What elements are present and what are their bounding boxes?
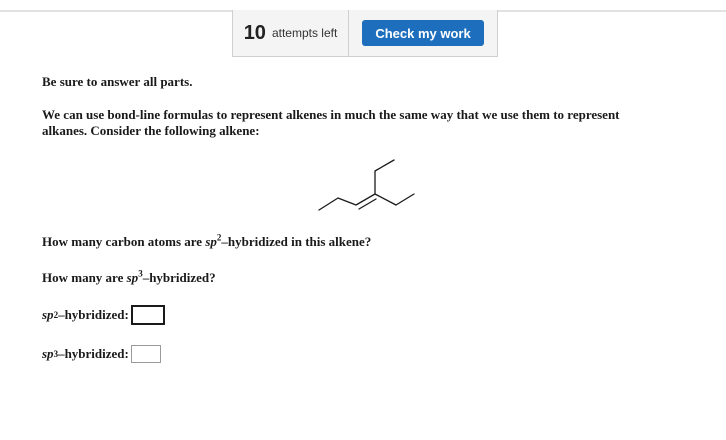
sp2-field-sp: sp [42, 307, 54, 322]
q2-sp: sp [126, 270, 139, 285]
alkene-bond-line-structure [318, 158, 416, 214]
assignment-toolbar [232, 10, 498, 57]
attempts-indicator [233, 10, 349, 56]
attempts-label: attempts left [271, 26, 338, 40]
sp3-field-label: –hybridized: [58, 346, 129, 361]
question-sp3 [42, 270, 216, 286]
double-bond-line [359, 199, 376, 209]
carbon-chain-bond [375, 194, 396, 205]
q1-suffix: –hybridized in this alkene? [221, 234, 372, 249]
carbon-chain-bonds [319, 160, 394, 210]
q2-prefix: How many are [42, 270, 127, 285]
q1-prefix: How many carbon atoms are [42, 234, 206, 249]
sp2-field-label: –hybridized: [58, 307, 129, 322]
question-prompt: We can use bond-line formulas to represent alkenes in much the same way that we use them to represent alkanes. Consider the following alkene: [42, 107, 620, 138]
attempts-count: 10 [243, 21, 266, 44]
q2-suffix: –hybridized? [142, 270, 216, 285]
q1-sp: sp [205, 234, 217, 249]
sp3-field-row: sp 3 –hybridized: [42, 345, 161, 363]
sp2-field-row: sp 2 –hybridized: [42, 305, 165, 325]
sp2-answer-input[interactable] [131, 305, 165, 325]
sp3-answer-input[interactable] [131, 345, 161, 363]
check-button-wrap [349, 10, 497, 56]
q2-sup: 3 [138, 268, 143, 279]
question-sp2 [42, 234, 371, 250]
sp3-field-sp: sp [42, 346, 54, 361]
check-my-work-button[interactable]: Check my work [362, 20, 484, 46]
q1-sup: 2 [216, 232, 222, 243]
instruction-line: Be sure to answer all parts. [42, 74, 193, 89]
carbon-chain-bond [396, 194, 414, 205]
